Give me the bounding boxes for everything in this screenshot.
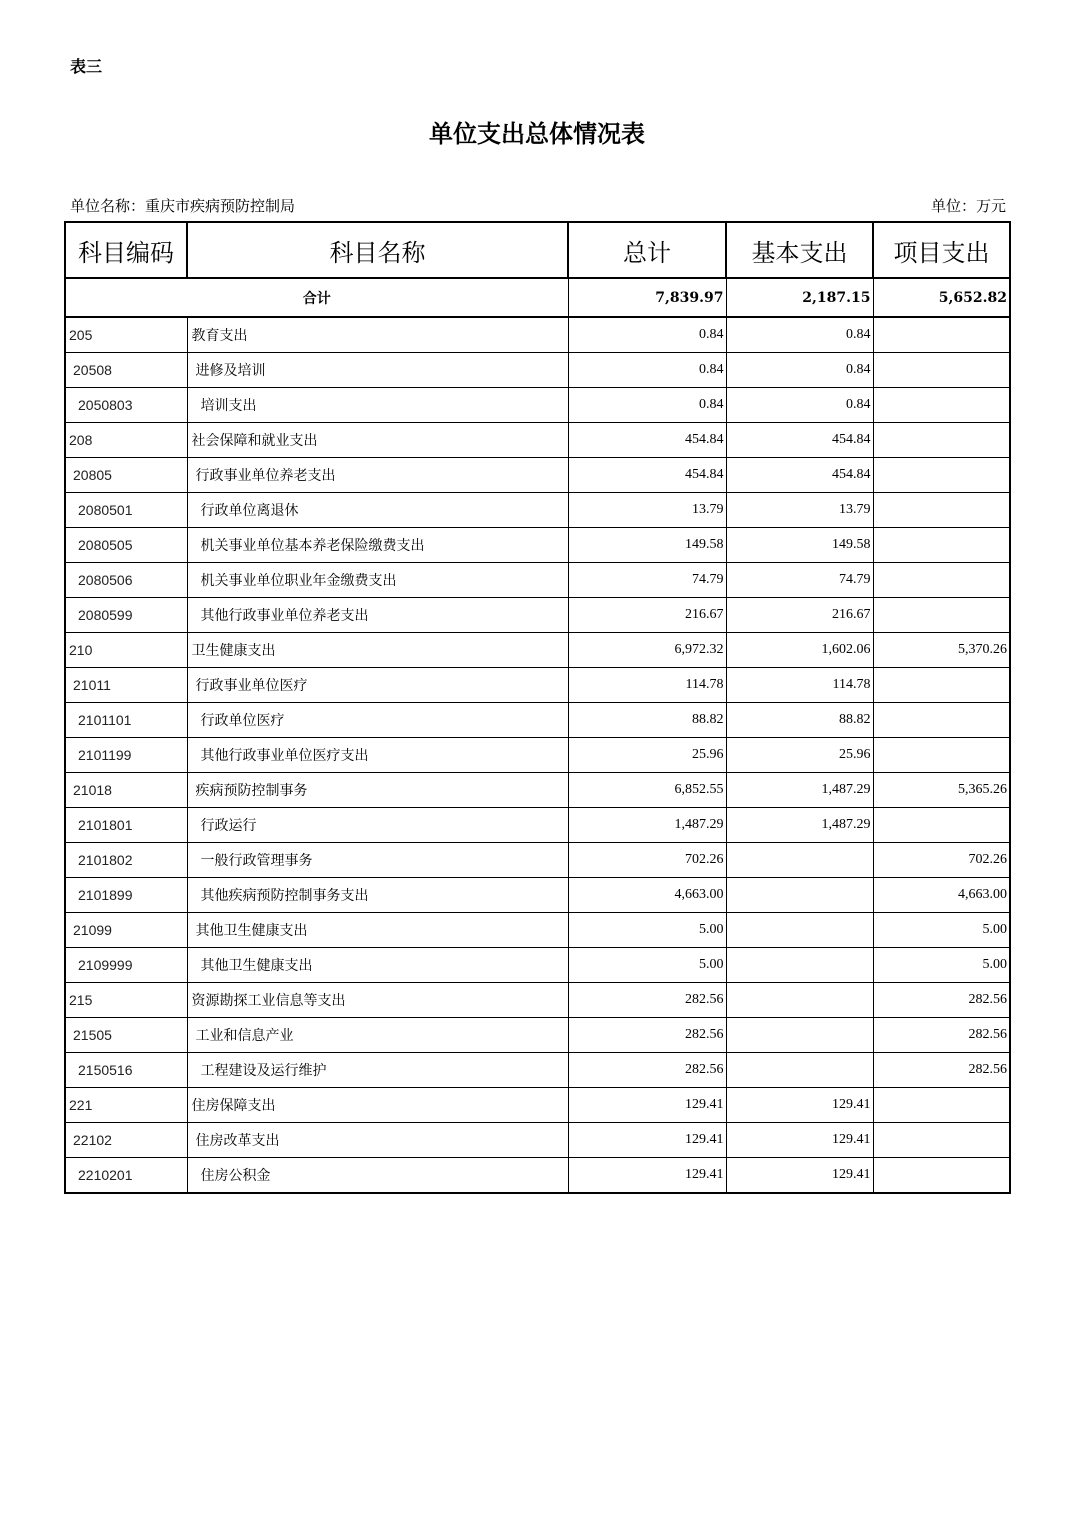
row-code: 22102 — [65, 1123, 187, 1158]
row-project — [873, 598, 1010, 633]
row-basic: 129.41 — [726, 1088, 873, 1123]
row-total: 702.26 — [568, 843, 726, 878]
table-row — [65, 843, 1010, 878]
row-basic: 25.96 — [726, 738, 873, 773]
total-sum: 7,839.97 — [568, 278, 726, 317]
row-basic — [726, 983, 873, 1018]
row-code: 2080506 — [65, 563, 187, 598]
row-code: 2080501 — [65, 493, 187, 528]
row-basic: 0.84 — [726, 353, 873, 388]
row-total: 129.41 — [568, 1123, 726, 1158]
row-basic: 74.79 — [726, 563, 873, 598]
row-name: 行政单位医疗 — [187, 703, 568, 738]
table-row — [65, 1053, 1010, 1088]
table-row — [65, 458, 1010, 493]
row-basic — [726, 1018, 873, 1053]
table-row — [65, 773, 1010, 808]
row-total: 4,663.00 — [568, 878, 726, 913]
row-name: 社会保障和就业支出 — [187, 423, 568, 458]
table-row — [65, 703, 1010, 738]
row-project — [873, 353, 1010, 388]
row-project: 5,370.26 — [873, 633, 1010, 668]
row-basic: 1,487.29 — [726, 773, 873, 808]
row-code: 205 — [65, 317, 187, 353]
header-total: 总计 — [568, 222, 726, 278]
row-code: 21011 — [65, 668, 187, 703]
row-total: 13.79 — [568, 493, 726, 528]
row-total: 454.84 — [568, 423, 726, 458]
row-total: 1,487.29 — [568, 808, 726, 843]
row-code: 2210201 — [65, 1158, 187, 1194]
row-name: 机关事业单位职业年金缴费支出 — [187, 563, 568, 598]
row-basic — [726, 913, 873, 948]
row-code: 210 — [65, 633, 187, 668]
row-name: 卫生健康支出 — [187, 633, 568, 668]
row-code: 2080505 — [65, 528, 187, 563]
row-code: 2101101 — [65, 703, 187, 738]
row-project — [873, 528, 1010, 563]
header-code: 科目编码 — [65, 222, 187, 278]
table-row — [65, 493, 1010, 528]
row-basic: 0.84 — [726, 317, 873, 353]
row-code: 2101899 — [65, 878, 187, 913]
row-basic: 129.41 — [726, 1123, 873, 1158]
row-basic — [726, 843, 873, 878]
row-total: 0.84 — [568, 353, 726, 388]
row-code: 21099 — [65, 913, 187, 948]
row-code: 208 — [65, 423, 187, 458]
row-basic: 216.67 — [726, 598, 873, 633]
total-row — [65, 278, 1010, 317]
row-basic: 454.84 — [726, 458, 873, 493]
table-row — [65, 353, 1010, 388]
row-total: 5.00 — [568, 948, 726, 983]
row-name: 其他行政事业单位医疗支出 — [187, 738, 568, 773]
unit-name-label: 单位名称：重庆市疾病预防控制局 — [70, 197, 296, 215]
expenditure-table — [64, 221, 1011, 1194]
row-project — [873, 738, 1010, 773]
table-row — [65, 738, 1010, 773]
currency-unit-label: 单位：万元 — [930, 197, 1006, 215]
table-row — [65, 983, 1010, 1018]
row-total: 0.84 — [568, 388, 726, 423]
row-total: 282.56 — [568, 983, 726, 1018]
table-row — [65, 598, 1010, 633]
row-total: 129.41 — [568, 1158, 726, 1194]
row-project — [873, 388, 1010, 423]
row-total: 114.78 — [568, 668, 726, 703]
row-code: 20805 — [65, 458, 187, 493]
table-row — [65, 423, 1010, 458]
row-name: 行政事业单位医疗 — [187, 668, 568, 703]
row-basic: 149.58 — [726, 528, 873, 563]
row-total: 88.82 — [568, 703, 726, 738]
row-code: 2101801 — [65, 808, 187, 843]
row-basic: 0.84 — [726, 388, 873, 423]
page-title: 单位支出总体情况表 — [429, 119, 645, 148]
row-basic: 88.82 — [726, 703, 873, 738]
row-project — [873, 1158, 1010, 1194]
row-basic: 1,602.06 — [726, 633, 873, 668]
table-row — [65, 878, 1010, 913]
row-basic: 13.79 — [726, 493, 873, 528]
row-name: 进修及培训 — [187, 353, 568, 388]
table-row — [65, 317, 1010, 353]
row-basic — [726, 878, 873, 913]
row-basic: 1,487.29 — [726, 808, 873, 843]
total-label: 合计 — [65, 278, 568, 317]
row-code: 2101802 — [65, 843, 187, 878]
row-name: 教育支出 — [187, 317, 568, 353]
row-code: 21505 — [65, 1018, 187, 1053]
row-total: 282.56 — [568, 1018, 726, 1053]
table-header-row — [65, 222, 1010, 278]
row-basic — [726, 948, 873, 983]
row-project: 702.26 — [873, 843, 1010, 878]
row-name: 行政单位离退休 — [187, 493, 568, 528]
row-code: 2050803 — [65, 388, 187, 423]
table-row — [65, 528, 1010, 563]
row-name: 行政事业单位养老支出 — [187, 458, 568, 493]
row-project — [873, 458, 1010, 493]
row-project: 282.56 — [873, 1053, 1010, 1088]
header-basic: 基本支出 — [726, 222, 873, 278]
row-code: 215 — [65, 983, 187, 1018]
row-project: 5.00 — [873, 948, 1010, 983]
table-row — [65, 1088, 1010, 1123]
row-name: 住房保障支出 — [187, 1088, 568, 1123]
row-name: 工业和信息产业 — [187, 1018, 568, 1053]
row-total: 454.84 — [568, 458, 726, 493]
row-name: 一般行政管理事务 — [187, 843, 568, 878]
table-row — [65, 913, 1010, 948]
row-total: 216.67 — [568, 598, 726, 633]
row-name: 其他行政事业单位养老支出 — [187, 598, 568, 633]
row-name: 住房公积金 — [187, 1158, 568, 1194]
row-total: 74.79 — [568, 563, 726, 598]
row-project — [873, 668, 1010, 703]
row-project — [873, 1123, 1010, 1158]
row-project: 282.56 — [873, 983, 1010, 1018]
row-name: 住房改革支出 — [187, 1123, 568, 1158]
row-name: 其他卫生健康支出 — [187, 948, 568, 983]
row-code: 2109999 — [65, 948, 187, 983]
row-project: 282.56 — [873, 1018, 1010, 1053]
row-name: 其他疾病预防控制事务支出 — [187, 878, 568, 913]
row-project: 5,365.26 — [873, 773, 1010, 808]
row-basic: 454.84 — [726, 423, 873, 458]
row-name: 工程建设及运行维护 — [187, 1053, 568, 1088]
row-total: 129.41 — [568, 1088, 726, 1123]
row-name: 培训支出 — [187, 388, 568, 423]
row-name: 疾病预防控制事务 — [187, 773, 568, 808]
row-name: 机关事业单位基本养老保险缴费支出 — [187, 528, 568, 563]
row-total: 0.84 — [568, 317, 726, 353]
table-row — [65, 1018, 1010, 1053]
row-code: 21018 — [65, 773, 187, 808]
table-row — [65, 808, 1010, 843]
row-total: 282.56 — [568, 1053, 726, 1088]
table-row — [65, 563, 1010, 598]
row-total: 6,972.32 — [568, 633, 726, 668]
row-name: 行政运行 — [187, 808, 568, 843]
table-row — [65, 668, 1010, 703]
row-basic: 114.78 — [726, 668, 873, 703]
table-row — [65, 388, 1010, 423]
row-project — [873, 1088, 1010, 1123]
row-project — [873, 423, 1010, 458]
row-project — [873, 563, 1010, 598]
table-row — [65, 1123, 1010, 1158]
table-row — [65, 1158, 1010, 1194]
table-number-label: 表三 — [70, 57, 103, 76]
table-row — [65, 633, 1010, 668]
total-basic: 2,187.15 — [726, 278, 873, 317]
row-code: 2080599 — [65, 598, 187, 633]
row-code: 2150516 — [65, 1053, 187, 1088]
row-project: 4,663.00 — [873, 878, 1010, 913]
table-body — [65, 317, 1010, 1193]
row-total: 6,852.55 — [568, 773, 726, 808]
row-total: 5.00 — [568, 913, 726, 948]
row-code: 2101199 — [65, 738, 187, 773]
header-name: 科目名称 — [187, 222, 568, 278]
row-project — [873, 808, 1010, 843]
row-code: 20508 — [65, 353, 187, 388]
header-project: 项目支出 — [873, 222, 1010, 278]
row-name: 资源勘探工业信息等支出 — [187, 983, 568, 1018]
row-total: 149.58 — [568, 528, 726, 563]
row-total: 25.96 — [568, 738, 726, 773]
row-project: 5.00 — [873, 913, 1010, 948]
row-basic — [726, 1053, 873, 1088]
table-row — [65, 948, 1010, 983]
row-project — [873, 317, 1010, 353]
row-name: 其他卫生健康支出 — [187, 913, 568, 948]
row-code: 221 — [65, 1088, 187, 1123]
row-project — [873, 493, 1010, 528]
total-project: 5,652.82 — [873, 278, 1010, 317]
row-basic: 129.41 — [726, 1158, 873, 1194]
row-project — [873, 703, 1010, 738]
